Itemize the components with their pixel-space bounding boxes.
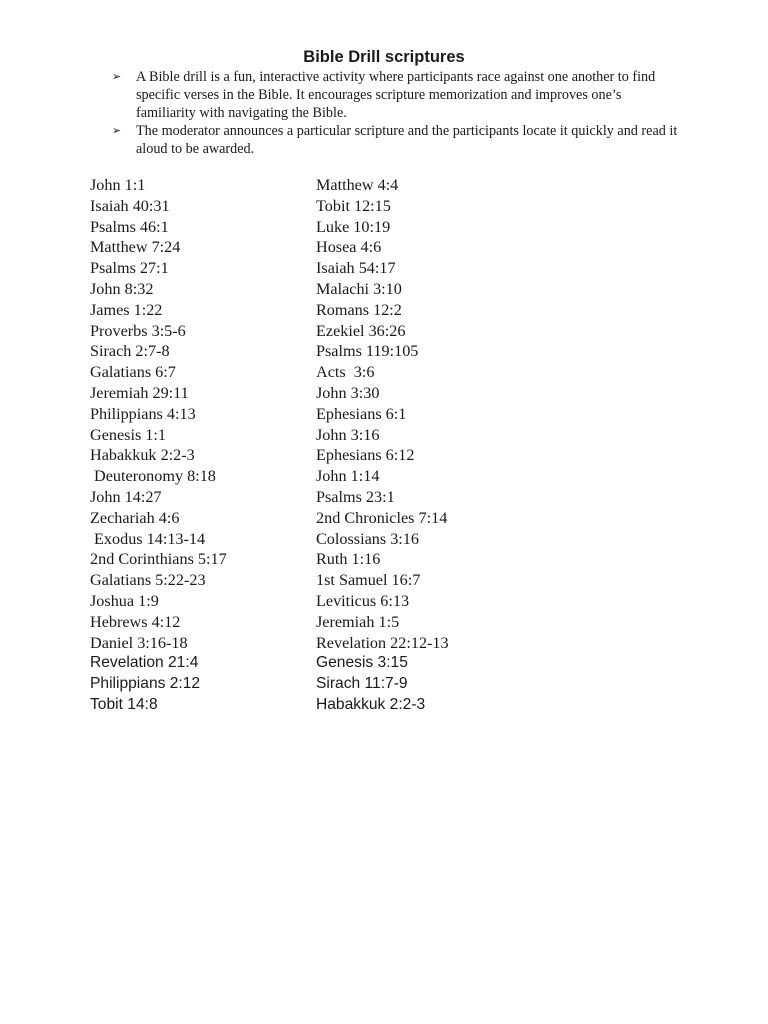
scripture-reference: Malachi 3:10	[316, 279, 402, 298]
scripture-reference: Romans 12:2	[316, 300, 402, 319]
scripture-reference: Zechariah 4:6	[90, 508, 180, 527]
scripture-reference: Psalms 27:1	[90, 259, 169, 278]
scripture-reference: John 1:1	[90, 176, 146, 194]
page-title: Bible Drill scriptures	[303, 48, 465, 66]
scripture-reference: 1st Samuel 16:7	[316, 571, 421, 590]
scripture-reference: Isaiah 54:17	[316, 259, 396, 278]
scripture-reference: Jeremiah 1:5	[316, 612, 400, 631]
scripture-reference: Revelation 22:12-13	[316, 633, 449, 652]
scripture-reference: Sirach 2:7-8	[90, 342, 170, 361]
bullet-text: The moderator announces a particular scripture and the participants locate it quickly and read it aloud to be awarded.	[136, 123, 678, 157]
scripture-reference: 2nd Chronicles 7:14	[316, 508, 448, 527]
scripture-reference: Proverbs 3:5-6	[90, 321, 186, 340]
scripture-list-right	[316, 175, 449, 716]
scripture-reference: John 3:30	[316, 383, 380, 402]
scripture-reference: Jeremiah 29:11	[90, 383, 189, 402]
arrow-bullet-icon: ➢	[112, 70, 122, 83]
scripture-reference: Ephesians 6:12	[316, 446, 415, 465]
scripture-reference: 2nd Corinthians 5:17	[90, 550, 227, 569]
scripture-list-left	[90, 175, 227, 716]
scripture-reference: Hebrews 4:12	[90, 612, 181, 631]
scripture-reference: Isaiah 40:31	[90, 196, 170, 215]
scripture-reference: Colossians 3:16	[316, 529, 419, 548]
scripture-reference: Matthew 4:4	[316, 176, 399, 194]
scripture-reference: Genesis 1:1	[90, 425, 166, 444]
scripture-reference: Genesis 3:15	[316, 654, 408, 672]
scripture-reference: Psalms 23:1	[316, 487, 395, 506]
scripture-reference: Galatians 6:7	[90, 363, 176, 382]
scripture-reference: Habakkuk 2:2-3	[316, 695, 426, 713]
scripture-reference: Tobit 12:15	[316, 196, 391, 215]
scripture-reference: Ephesians 6:1	[316, 404, 407, 423]
scripture-reference: Philippians 2:12	[90, 675, 201, 693]
intro-bullet-list	[112, 68, 682, 158]
scripture-reference: Revelation 21:4	[90, 654, 199, 672]
scripture-reference: John 3:16	[316, 425, 380, 444]
scripture-reference: Sirach 11:7-9	[316, 675, 408, 693]
scripture-reference: John 8:32	[90, 279, 154, 298]
scripture-reference: Leviticus 6:13	[316, 591, 410, 610]
scripture-reference: Galatians 5:22-23	[90, 571, 206, 590]
scripture-reference: Ezekiel 36:26	[316, 321, 406, 340]
scripture-reference: Hosea 4:6	[316, 238, 382, 257]
bullet-item	[112, 122, 682, 158]
scripture-reference: Exodus 14:13-14	[90, 529, 206, 548]
scripture-reference: Daniel 3:16-18	[90, 633, 188, 652]
scripture-reference: Ruth 1:16	[316, 550, 381, 569]
scripture-reference: James 1:22	[90, 300, 163, 319]
scripture-reference: Philippians 4:13	[90, 404, 196, 423]
scripture-reference: Joshua 1:9	[90, 591, 159, 610]
bullet-text: A Bible drill is a fun, interactive activity where participants race against one another to find specific verses in the Bible. It encourages scripture memorization and improves one’s familiarity with navigating the Bible.	[136, 69, 656, 121]
scripture-reference: Psalms 46:1	[90, 217, 169, 236]
scripture-reference: Habakkuk 2:2-3	[90, 446, 195, 465]
scripture-reference: Deuteronomy 8:18	[90, 467, 216, 486]
bullet-item	[112, 68, 682, 122]
scripture-reference: John 14:27	[90, 487, 162, 506]
arrow-bullet-icon: ➢	[112, 124, 122, 137]
scripture-reference: Tobit 14:8	[90, 695, 158, 713]
scripture-reference: Psalms 119:105	[316, 342, 419, 361]
scripture-reference: Acts 3:6	[316, 363, 375, 382]
scripture-reference: Matthew 7:24	[90, 238, 181, 257]
scripture-reference: John 1:14	[316, 467, 380, 486]
scripture-reference: Luke 10:19	[316, 217, 391, 236]
